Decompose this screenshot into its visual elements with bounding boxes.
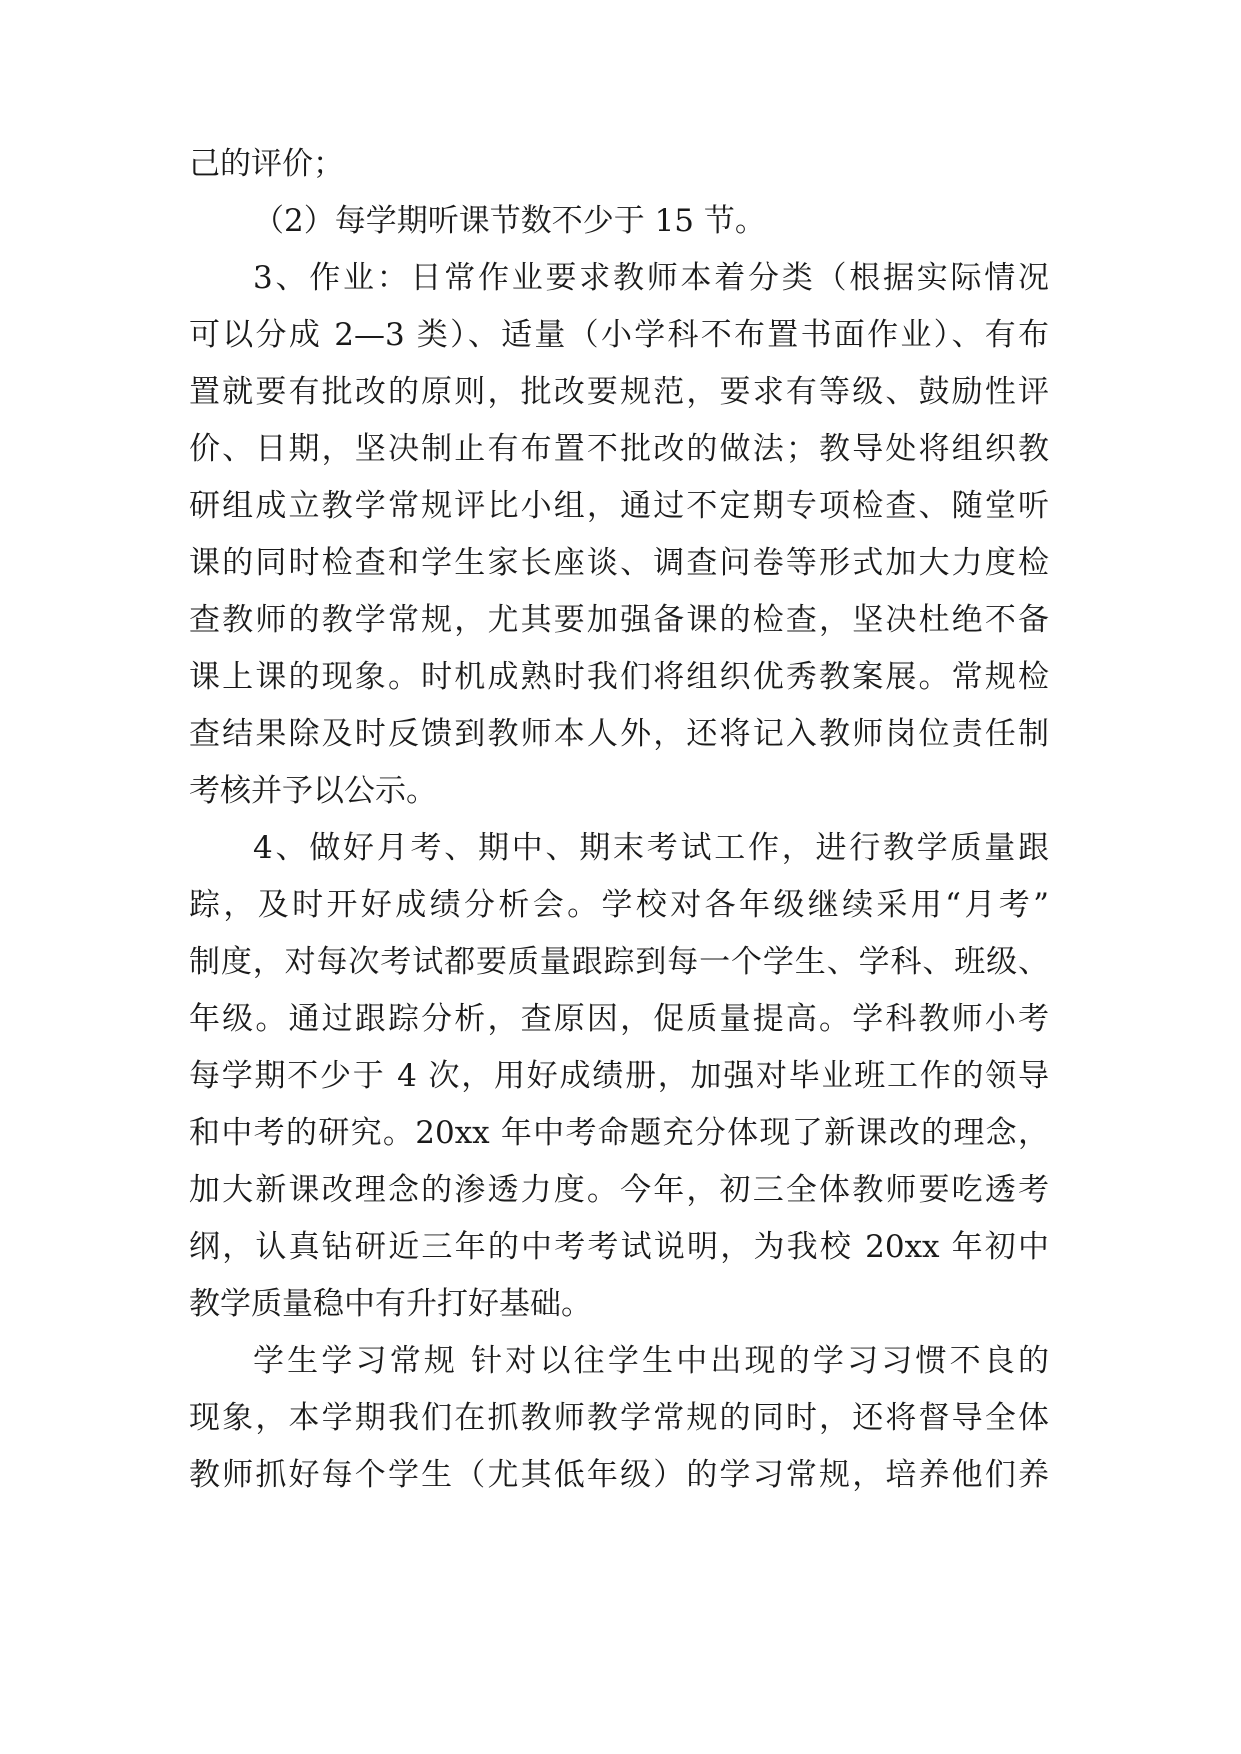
- text-line: 每学期不少于 4 次，用好成绩册，加强对毕业班工作的领导: [189, 1058, 1049, 1094]
- text-line: 纲，认真钻研近三年的中考考试说明，为我校 20xx 年初中: [189, 1229, 1049, 1265]
- text-line: 课上课的现象。时机成熟时我们将组织优秀教案展。常规检: [189, 659, 1049, 695]
- text-line: 考核并予以公示。: [189, 773, 437, 809]
- text-line: 课的同时检查和学生家长座谈、调查问卷等形式加大力度检: [189, 545, 1049, 581]
- text-line: 己的评价；: [189, 146, 344, 182]
- text-line: 置就要有批改的原则，批改要规范，要求有等级、鼓励性评: [189, 374, 1049, 410]
- text-line: 4、做好月考、期中、期末考试工作，进行教学质量跟: [253, 830, 1049, 866]
- text-line: 查教师的教学常规，尤其要加强备课的检查，坚决杜绝不备: [189, 602, 1049, 638]
- text-line: 价、日期，坚决制止有布置不批改的做法；教导处将组织教: [189, 431, 1049, 467]
- text-line: （2）每学期听课节数不少于 15 节。: [253, 203, 766, 239]
- text-line: 和中考的研究。20xx 年中考命题充分体现了新课改的理念，: [189, 1115, 1049, 1151]
- text-line: 3、作业：日常作业要求教师本着分类（根据实际情况: [253, 260, 1049, 296]
- text-line: 可以分成 2—3 类）、适量（小学科不布置书面作业）、有布: [189, 317, 1049, 353]
- text-line: 踪，及时开好成绩分析会。学校对各年级继续采用“月考”: [189, 887, 1049, 923]
- text-line: 教师抓好每个学生（尤其低年级）的学习常规，培养他们养: [189, 1457, 1049, 1493]
- text-line: 制度，对每次考试都要质量跟踪到每一个学生、学科、班级、: [189, 944, 1049, 980]
- text-line: 查结果除及时反馈到教师本人外，还将记入教师岗位责任制: [189, 716, 1049, 752]
- text-line: 学生学习常规 针对以往学生中出现的学习习惯不良的: [253, 1343, 1049, 1379]
- text-line: 加大新课改理念的渗透力度。今年，初三全体教师要吃透考: [189, 1172, 1049, 1208]
- text-line: 教学质量稳中有升打好基础。: [189, 1286, 592, 1322]
- text-line: 年级。通过跟踪分析，查原因，促质量提高。学科教师小考: [189, 1001, 1049, 1037]
- text-line: 研组成立教学常规评比小组，通过不定期专项检查、随堂听: [189, 488, 1049, 524]
- text-line: 现象，本学期我们在抓教师教学常规的同时，还将督导全体: [189, 1400, 1049, 1436]
